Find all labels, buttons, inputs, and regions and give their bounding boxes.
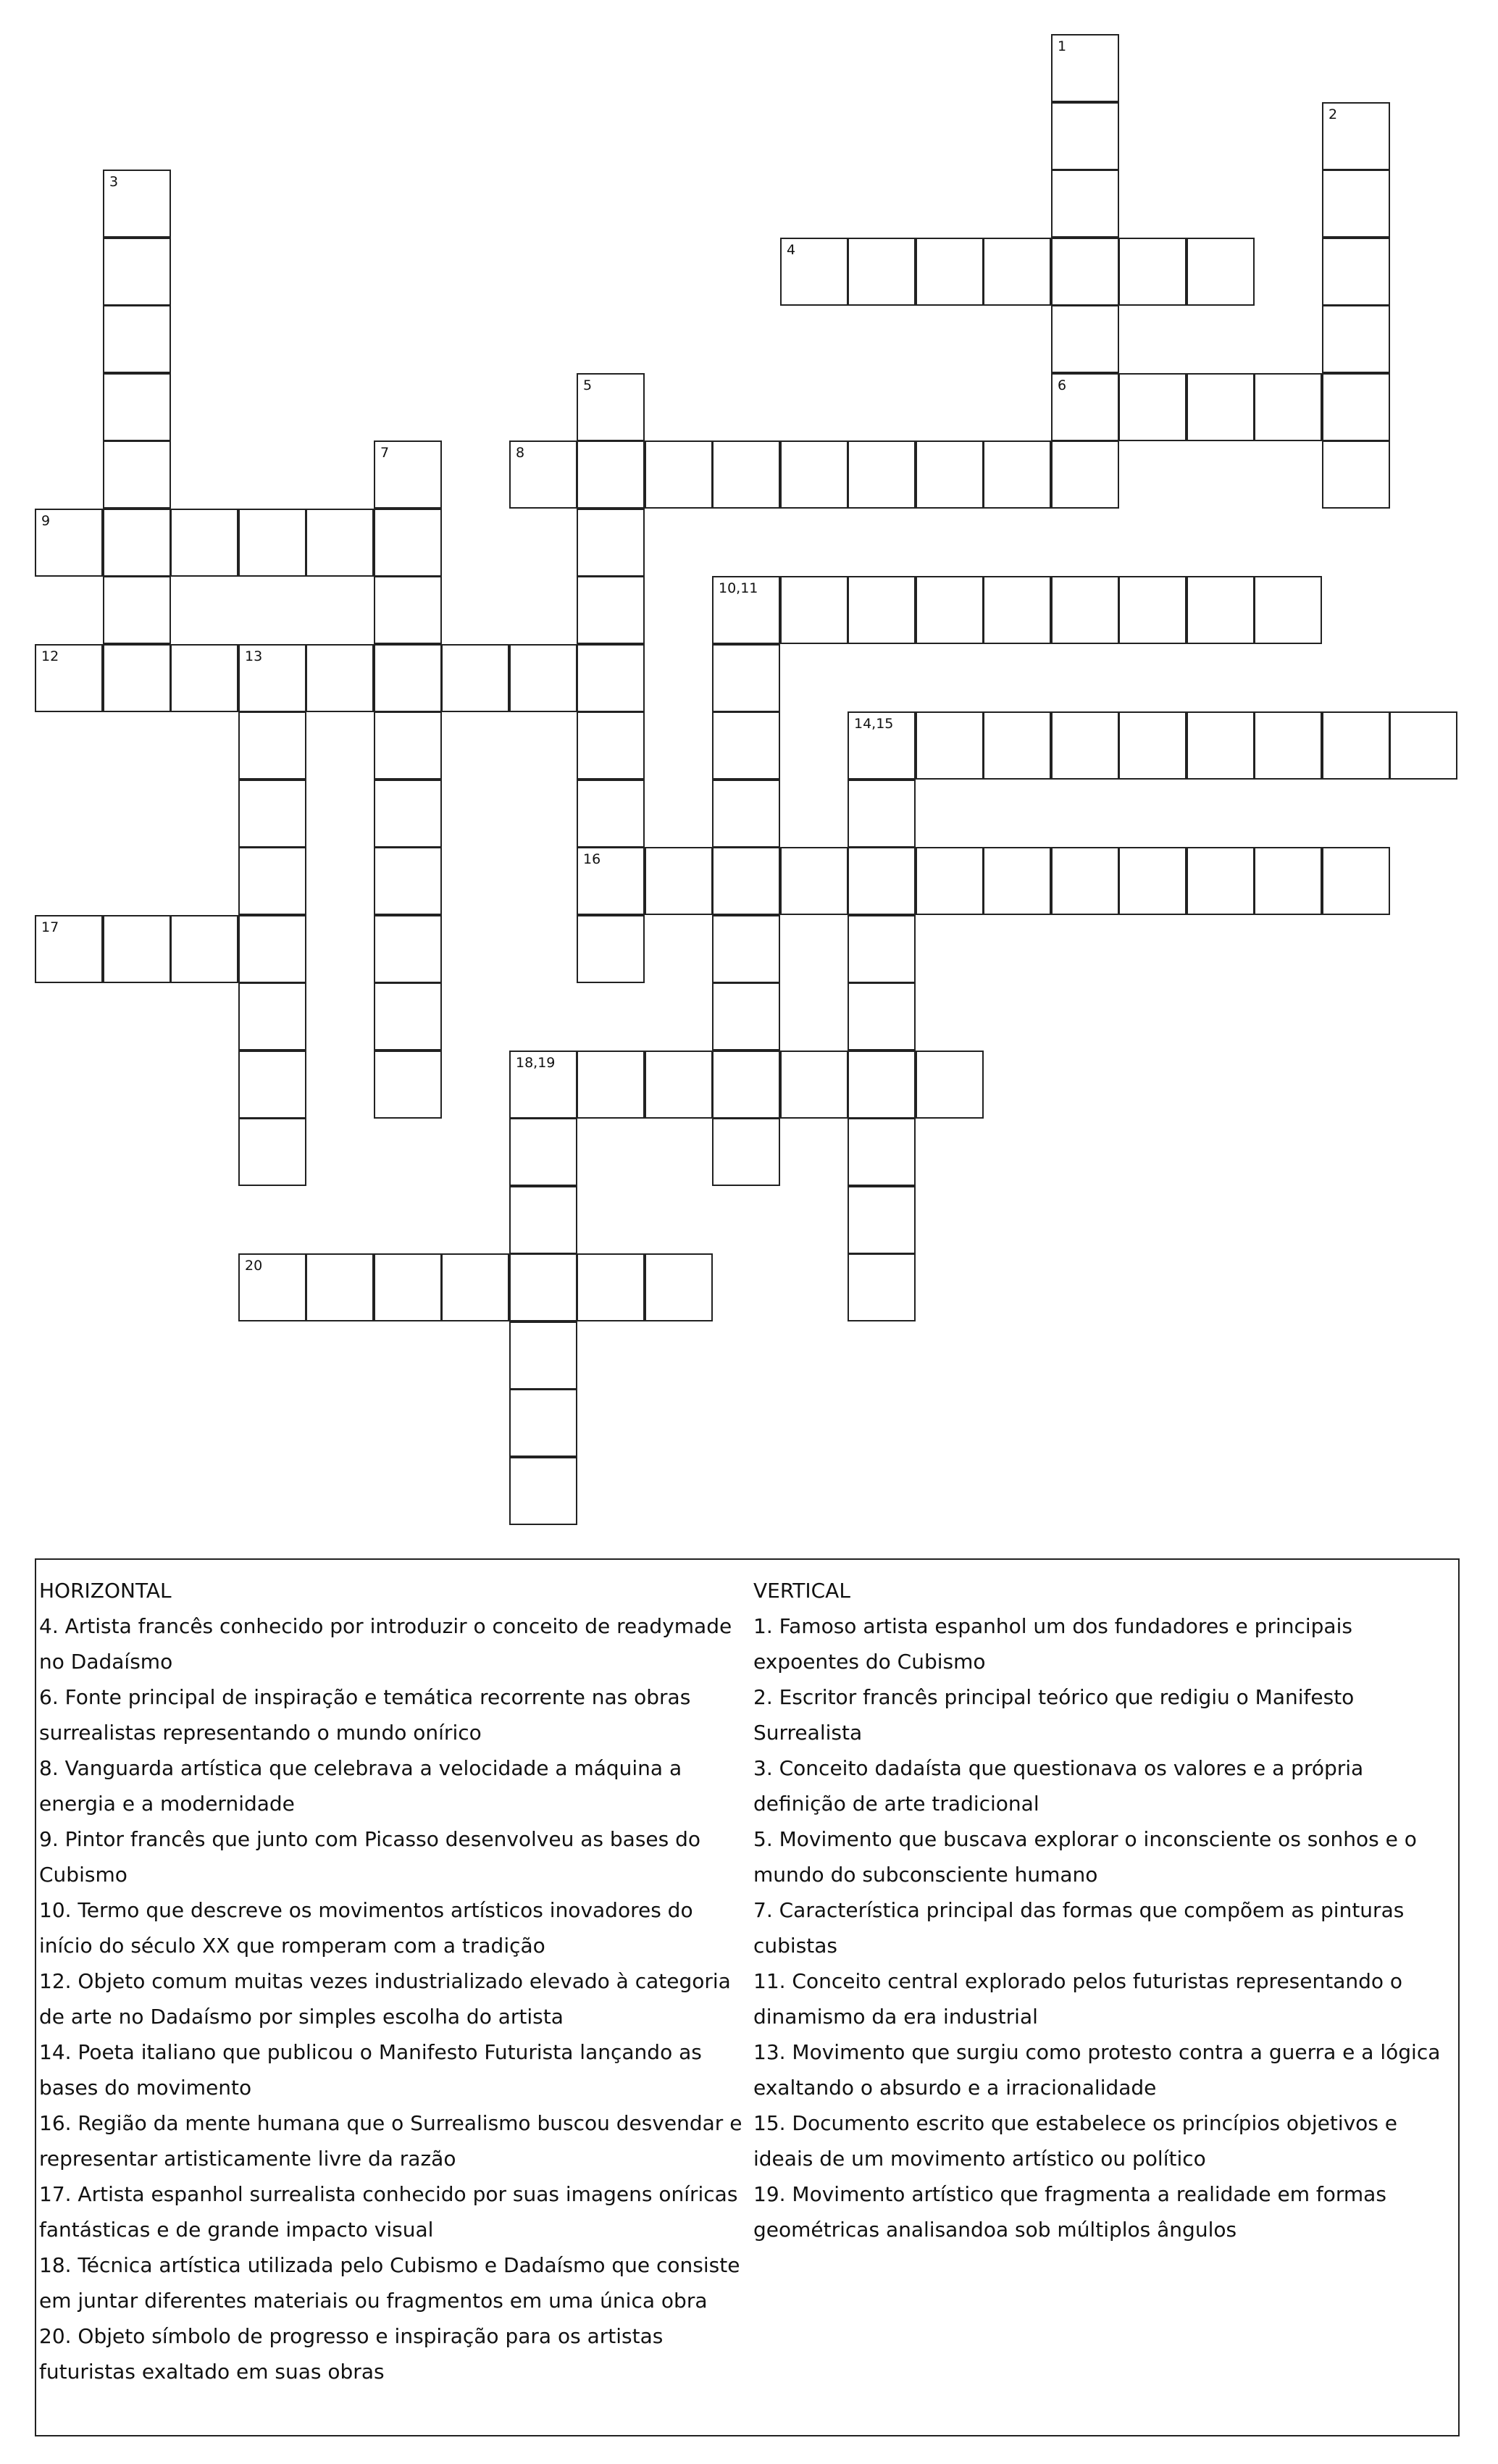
grid-cell[interactable]: [509, 1253, 577, 1321]
grid-cell-2[interactable]: [1322, 102, 1390, 170]
grid-cell-17[interactable]: [35, 915, 103, 983]
cell-number: 10,11: [719, 580, 758, 596]
grid-cell[interactable]: [848, 780, 916, 848]
cell-number: 18,19: [516, 1055, 556, 1071]
grid-cell[interactable]: [916, 440, 984, 509]
grid-cell[interactable]: [1322, 440, 1390, 509]
grid-cell[interactable]: [238, 1118, 306, 1186]
grid-cell[interactable]: [374, 1253, 442, 1321]
clue-h-6: 6. Fonte principal de inspiração e temática recorrente nas obras surrealistas representando o mundo onírico: [39, 1685, 691, 1745]
grid-cell[interactable]: [374, 780, 442, 848]
clue-v-3: 3. Conceito dadaísta que questionava os valores e a própria definição de arte tradicional: [753, 1756, 1364, 1816]
grid-cell[interactable]: [1051, 440, 1119, 509]
grid-cell-10-11[interactable]: [712, 576, 780, 644]
grid-cell[interactable]: [712, 780, 780, 848]
grid-cell[interactable]: [712, 1118, 780, 1186]
grid-cell[interactable]: [374, 509, 442, 577]
grid-cell[interactable]: [848, 1253, 916, 1321]
clue-v-13: 13. Movimento que surgiu como protesto contra a guerra e a lógica exaltando o absurdo e a irracionalidade: [753, 2040, 1441, 2100]
grid-cell[interactable]: [238, 847, 306, 915]
grid-cell[interactable]: [848, 440, 916, 509]
clue-h-14: 14. Poeta italiano que publicou o Manifesto Futurista lançando as bases do movimento: [39, 2040, 702, 2100]
grid-cell-16[interactable]: [577, 847, 645, 915]
grid-cell-4[interactable]: [780, 238, 848, 306]
grid-cell[interactable]: [848, 1118, 916, 1186]
grid-cell[interactable]: [712, 847, 780, 915]
grid-cell[interactable]: [170, 644, 238, 712]
grid-cell-3[interactable]: [103, 170, 171, 238]
grid-cell[interactable]: [374, 982, 442, 1051]
grid-cell[interactable]: [577, 440, 645, 509]
grid-cell[interactable]: [983, 238, 1051, 306]
grid-cell[interactable]: [306, 509, 374, 577]
grid-cell[interactable]: [916, 847, 984, 915]
grid-cell[interactable]: [848, 238, 916, 306]
grid-cell[interactable]: [577, 576, 645, 644]
cell-number: 4: [787, 242, 796, 258]
grid-cell[interactable]: [374, 644, 442, 712]
clue-h-17: 17. Artista espanhol surrealista conhecido por suas imagens oníricas fantásticas e de grande impacto visual: [39, 2182, 738, 2242]
vertical-clues: [753, 1573, 1456, 2247]
grid-cell[interactable]: [103, 576, 171, 644]
grid-cell[interactable]: [1322, 711, 1390, 780]
horizontal-clues: [39, 1573, 749, 2389]
grid-cell[interactable]: [1322, 170, 1390, 238]
clue-h-18: 18. Técnica artística utilizada pelo Cubismo e Dadaísmo que consiste em juntar diferentes materiais ou fragmentos em uma única obra: [39, 2253, 740, 2313]
cell-number: 12: [41, 648, 59, 664]
clue-h-12: 12. Objeto comum muitas vezes industrializado elevado à categoria de arte no Dadaísmo por simples escolha do artista: [39, 1969, 731, 2029]
cell-number: 5: [583, 377, 593, 393]
grid-cell-20[interactable]: [238, 1253, 306, 1321]
clue-h-16: 16. Região da mente humana que o Surrealismo buscou desvendar e representar artisticamente livre da razão: [39, 2111, 742, 2171]
grid-cell[interactable]: [1322, 373, 1390, 441]
grid-cell[interactable]: [238, 982, 306, 1051]
grid-cell[interactable]: [1187, 238, 1255, 306]
grid-cell[interactable]: [238, 1051, 306, 1119]
grid-cell[interactable]: [238, 711, 306, 780]
grid-cell[interactable]: [780, 576, 848, 644]
grid-cell[interactable]: [1389, 711, 1457, 780]
clue-h-4: 4. Artista francês conhecido por introduzir o conceito de readymade no Dadaísmo: [39, 1614, 732, 1674]
vertical-heading: VERTICAL: [753, 1579, 850, 1603]
cell-number: 2: [1328, 107, 1338, 122]
grid-cell[interactable]: [509, 644, 577, 712]
grid-cell[interactable]: [1254, 373, 1322, 441]
grid-cell[interactable]: [983, 711, 1051, 780]
grid-cell[interactable]: [645, 1051, 713, 1119]
grid-cell[interactable]: [441, 1253, 509, 1321]
grid-cell[interactable]: [712, 1051, 780, 1119]
grid-cell[interactable]: [238, 780, 306, 848]
grid-cell[interactable]: [1051, 238, 1119, 306]
grid-cell[interactable]: [577, 780, 645, 848]
grid-cell[interactable]: [1254, 847, 1322, 915]
cell-number: 3: [109, 174, 119, 190]
cell-number: 9: [41, 513, 51, 529]
grid-cell[interactable]: [577, 915, 645, 983]
grid-cell[interactable]: [983, 576, 1051, 644]
grid-cell-7[interactable]: [374, 440, 442, 509]
grid-cell[interactable]: [712, 440, 780, 509]
grid-cell[interactable]: [374, 847, 442, 915]
grid-cell[interactable]: [374, 576, 442, 644]
grid-cell[interactable]: [103, 644, 171, 712]
horizontal-heading: HORIZONTAL: [39, 1579, 172, 1603]
grid-cell-5[interactable]: [577, 373, 645, 441]
grid-cell[interactable]: [103, 373, 171, 441]
grid-cell[interactable]: [848, 1051, 916, 1119]
clue-v-5: 5. Movimento que buscava explorar o inconsciente os sonhos e o mundo do subconsciente humano: [753, 1827, 1417, 1887]
grid-cell[interactable]: [848, 576, 916, 644]
grid-cell[interactable]: [170, 915, 238, 983]
grid-cell[interactable]: [509, 1321, 577, 1390]
grid-cell-1[interactable]: [1051, 34, 1119, 102]
grid-cell-13[interactable]: [238, 644, 306, 712]
grid-cell[interactable]: [916, 576, 984, 644]
grid-cell[interactable]: [712, 915, 780, 983]
grid-cell[interactable]: [780, 847, 848, 915]
grid-cell[interactable]: [1118, 576, 1187, 644]
grid-cell[interactable]: [1254, 711, 1322, 780]
grid-cell[interactable]: [1051, 576, 1119, 644]
grid-cell-8[interactable]: [509, 440, 577, 509]
grid-cell[interactable]: [103, 238, 171, 306]
cell-number: 7: [380, 445, 390, 461]
grid-cell[interactable]: [103, 509, 171, 577]
clue-h-20: 20. Objeto símbolo de progresso e inspiração para os artistas futuristas exaltado em suas obras: [39, 2324, 664, 2384]
grid-cell[interactable]: [1187, 373, 1255, 441]
grid-cell[interactable]: [577, 1253, 645, 1321]
cell-number: 1: [1058, 38, 1067, 54]
grid-cell[interactable]: [916, 1051, 984, 1119]
grid-cell[interactable]: [1051, 102, 1119, 170]
grid-cell[interactable]: [1051, 170, 1119, 238]
grid-cell[interactable]: [712, 644, 780, 712]
grid-cell[interactable]: [1187, 847, 1255, 915]
clue-h-10: 10. Termo que descreve os movimentos artísticos inovadores do início do século XX que romperam com a tradição: [39, 1898, 693, 1958]
grid-cell[interactable]: [712, 982, 780, 1051]
cell-number: 16: [583, 851, 601, 867]
grid-cell[interactable]: [645, 847, 713, 915]
cell-number: 17: [41, 919, 59, 935]
grid-cell[interactable]: [645, 1253, 713, 1321]
cell-number: 8: [516, 445, 525, 461]
cell-number: 20: [245, 1258, 263, 1274]
grid-cell[interactable]: [509, 1186, 577, 1254]
grid-cell[interactable]: [1187, 711, 1255, 780]
clue-h-9: 9. Pintor francês que junto com Picasso desenvolveu as bases do Cubismo: [39, 1827, 701, 1887]
clue-v-11: 11. Conceito central explorado pelos futuristas representando o dinamismo da era industrial: [753, 1969, 1403, 2029]
grid-cell[interactable]: [103, 440, 171, 509]
grid-cell[interactable]: [1118, 847, 1187, 915]
cell-number: 14,15: [854, 716, 894, 732]
grid-cell[interactable]: [1322, 305, 1390, 373]
grid-cell-14-15[interactable]: [848, 711, 916, 780]
clue-h-8: 8. Vanguarda artística que celebrava a velocidade a máquina a energia e a modernidade: [39, 1756, 682, 1816]
grid-cell-18-19[interactable]: [509, 1051, 577, 1119]
grid-cell[interactable]: [238, 915, 306, 983]
grid-cell[interactable]: [1322, 238, 1390, 306]
grid-cell[interactable]: [577, 509, 645, 577]
grid-cell[interactable]: [374, 915, 442, 983]
grid-cell[interactable]: [509, 1118, 577, 1186]
grid-cell[interactable]: [1118, 711, 1187, 780]
grid-cell[interactable]: [983, 440, 1051, 509]
grid-cell[interactable]: [848, 915, 916, 983]
grid-cell[interactable]: [577, 1051, 645, 1119]
clue-v-7: 7. Característica principal das formas que compõem as pinturas cubistas: [753, 1898, 1405, 1958]
grid-cell[interactable]: [1118, 238, 1187, 306]
grid-cell[interactable]: [916, 711, 984, 780]
grid-cell[interactable]: [848, 1186, 916, 1254]
grid-cell[interactable]: [577, 711, 645, 780]
grid-cell[interactable]: [848, 847, 916, 915]
grid-cell[interactable]: [645, 440, 713, 509]
grid-cell[interactable]: [509, 1389, 577, 1457]
grid-cell[interactable]: [306, 1253, 374, 1321]
grid-cell[interactable]: [1051, 711, 1119, 780]
grid-cell[interactable]: [916, 238, 984, 306]
grid-cell[interactable]: [103, 305, 171, 373]
clue-v-19: 19. Movimento artístico que fragmenta a realidade em formas geométricas analisandoa sob múltiplos ângulos: [753, 2182, 1386, 2242]
grid-cell[interactable]: [306, 644, 374, 712]
cell-number: 6: [1058, 377, 1067, 393]
grid-cell[interactable]: [1118, 373, 1187, 441]
grid-cell[interactable]: [1322, 847, 1390, 915]
grid-cell[interactable]: [238, 509, 306, 577]
grid-cell[interactable]: [780, 1051, 848, 1119]
grid-cell[interactable]: [170, 509, 238, 577]
grid-cell[interactable]: [577, 644, 645, 712]
cell-number: 13: [245, 648, 263, 664]
grid-cell[interactable]: [1187, 576, 1255, 644]
clue-v-2: 2. Escritor francês principal teórico que redigiu o Manifesto Surrealista: [753, 1685, 1355, 1745]
clue-v-1: 1. Famoso artista espanhol um dos fundadores e principais expoentes do Cubismo: [753, 1614, 1352, 1674]
grid-cell[interactable]: [1051, 847, 1119, 915]
grid-cell[interactable]: [1254, 576, 1322, 644]
grid-cell[interactable]: [374, 1051, 442, 1119]
grid-cell[interactable]: [780, 440, 848, 509]
grid-cell[interactable]: [103, 915, 171, 983]
grid-cell[interactable]: [983, 847, 1051, 915]
grid-cell[interactable]: [374, 711, 442, 780]
grid-cell-9[interactable]: [35, 509, 103, 577]
grid-cell[interactable]: [848, 982, 916, 1051]
grid-cell-6[interactable]: [1051, 373, 1119, 441]
grid-cell[interactable]: [1051, 305, 1119, 373]
clues-box: [35, 1558, 1460, 2436]
grid-cell[interactable]: [509, 1457, 577, 1525]
grid-cell[interactable]: [441, 644, 509, 712]
clue-v-15: 15. Documento escrito que estabelece os princípios objetivos e ideais de um movimento artístico ou político: [753, 2111, 1398, 2171]
grid-cell[interactable]: [712, 711, 780, 780]
grid-cell-12[interactable]: [35, 644, 103, 712]
